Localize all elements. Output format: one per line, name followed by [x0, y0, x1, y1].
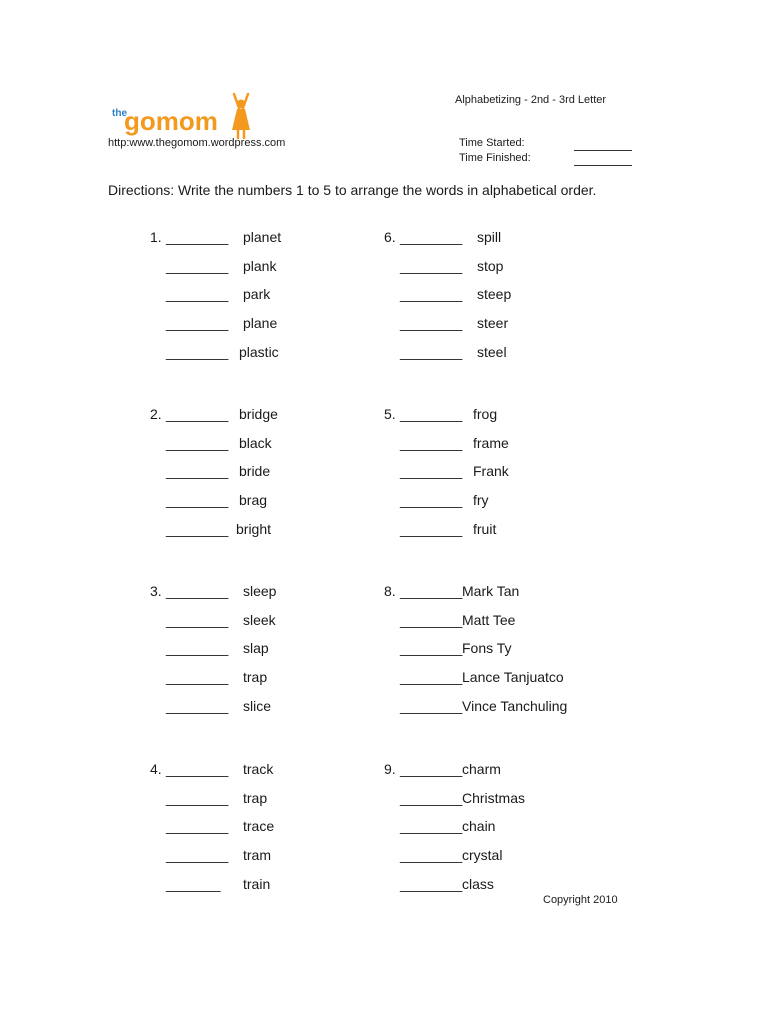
- word-item: Lance Tanjuatco: [462, 669, 564, 686]
- answer-blank[interactable]: ________: [400, 434, 463, 451]
- word-item: fry: [473, 492, 489, 509]
- word-item: Christmas: [462, 789, 526, 806]
- word-item: chain: [462, 818, 496, 835]
- word-item: steer: [477, 315, 509, 332]
- question-number: 3.: [150, 583, 162, 599]
- word-item: Vince Tanchuling: [462, 697, 568, 714]
- answer-blank[interactable]: ________: [166, 669, 229, 686]
- time-started-line: [574, 150, 632, 151]
- answer-blank[interactable]: ________: [400, 583, 463, 599]
- answer-blank[interactable]: ________: [400, 697, 463, 714]
- word-item: frog: [473, 406, 498, 422]
- mom-figure-icon: [232, 94, 250, 138]
- question-number: 1.: [150, 229, 162, 245]
- word-item: bride: [239, 463, 271, 480]
- word-item: Fons Ty: [462, 640, 512, 657]
- answer-blank[interactable]: ________: [166, 583, 229, 599]
- word-item: Mark Tan: [462, 583, 520, 599]
- word-item: charm: [462, 761, 501, 777]
- word-item: park: [243, 286, 271, 303]
- answer-blank[interactable]: _______: [166, 875, 221, 892]
- time-finished-line: [574, 165, 632, 166]
- answer-blank[interactable]: ________: [400, 761, 463, 777]
- word-item: bridge: [239, 406, 278, 422]
- logo-the-text: the: [112, 108, 127, 119]
- time-finished-label: Time Finished:: [459, 152, 531, 164]
- word-item: steel: [477, 343, 507, 360]
- answer-blank[interactable]: ________: [400, 640, 463, 657]
- question-number: 9.: [384, 761, 396, 777]
- answer-blank[interactable]: ________: [166, 640, 229, 657]
- word-item: crystal: [462, 847, 503, 864]
- logo-brand-text: gomom: [124, 106, 218, 136]
- answer-blank[interactable]: ________: [166, 315, 229, 332]
- answer-blank[interactable]: ________: [400, 847, 463, 864]
- answer-blank[interactable]: ________: [400, 789, 463, 806]
- answer-blank[interactable]: ________: [166, 847, 229, 864]
- answer-blank[interactable]: ________: [400, 611, 463, 628]
- question-number: 4.: [150, 761, 162, 777]
- copyright-text: Copyright 2010: [543, 894, 618, 906]
- word-item: tram: [243, 847, 271, 864]
- answer-blank[interactable]: ________: [166, 611, 229, 628]
- word-item: trace: [243, 818, 275, 835]
- answer-blank[interactable]: ________: [400, 315, 463, 332]
- word-item: bright: [236, 520, 272, 537]
- worksheet-title: Alphabetizing - 2nd - 3rd Letter: [455, 94, 607, 106]
- answer-blank[interactable]: ________: [166, 520, 229, 537]
- word-item: trap: [243, 789, 268, 806]
- answer-blank[interactable]: ________: [166, 789, 229, 806]
- word-item: sleek: [243, 611, 276, 628]
- answer-blank[interactable]: ________: [400, 669, 463, 686]
- answer-blank[interactable]: ________: [166, 697, 229, 714]
- question-number: 5.: [384, 406, 396, 422]
- answer-blank[interactable]: ________: [166, 229, 229, 245]
- answer-blank[interactable]: ________: [400, 257, 463, 274]
- word-item: sleep: [243, 583, 277, 599]
- answer-blank[interactable]: ________: [166, 434, 229, 451]
- word-item: plane: [243, 315, 278, 332]
- word-item: slap: [243, 640, 269, 657]
- answer-blank[interactable]: ________: [166, 818, 229, 835]
- answer-blank[interactable]: ________: [400, 875, 463, 892]
- word-item: track: [243, 761, 274, 777]
- answer-blank[interactable]: ________: [166, 343, 229, 360]
- answer-blank[interactable]: ________: [166, 406, 229, 422]
- question-number: 6.: [384, 229, 396, 245]
- directions-text: Directions: Write the numbers 1 to 5 to arrange the words in alphabetical order.: [108, 182, 597, 198]
- time-started-label: Time Started:: [459, 137, 525, 149]
- answer-blank[interactable]: ________: [400, 229, 463, 245]
- answer-blank[interactable]: ________: [166, 761, 229, 777]
- gomom-logo: [110, 92, 260, 140]
- site-url: http:www.thegomom.wordpress.com: [108, 137, 286, 149]
- question-number: 8.: [384, 583, 396, 599]
- word-item: Matt Tee: [462, 611, 516, 628]
- word-item: slice: [243, 697, 272, 714]
- answer-blank[interactable]: ________: [400, 343, 463, 360]
- word-item: stop: [477, 257, 504, 274]
- word-item: train: [243, 875, 271, 892]
- word-item: black: [239, 434, 272, 451]
- answer-blank[interactable]: ________: [166, 286, 229, 303]
- word-item: plastic: [239, 343, 279, 360]
- word-item: Frank: [473, 463, 509, 480]
- answer-blank[interactable]: ________: [166, 492, 229, 509]
- word-item: class: [462, 875, 494, 892]
- answer-blank[interactable]: ________: [400, 492, 463, 509]
- question-number: 2.: [150, 406, 162, 422]
- word-item: planet: [243, 229, 282, 245]
- answer-blank[interactable]: ________: [166, 257, 229, 274]
- answer-blank[interactable]: ________: [400, 286, 463, 303]
- word-item: steep: [477, 286, 512, 303]
- word-item: fruit: [473, 520, 497, 537]
- answer-blank[interactable]: ________: [400, 406, 463, 422]
- answer-blank[interactable]: ________: [166, 463, 229, 480]
- answer-blank[interactable]: ________: [400, 520, 463, 537]
- word-item: plank: [243, 257, 277, 274]
- answer-blank[interactable]: ________: [400, 463, 463, 480]
- word-item: spill: [477, 229, 502, 245]
- word-item: trap: [243, 669, 268, 686]
- word-item: frame: [473, 434, 509, 451]
- word-item: brag: [239, 492, 268, 509]
- answer-blank[interactable]: ________: [400, 818, 463, 835]
